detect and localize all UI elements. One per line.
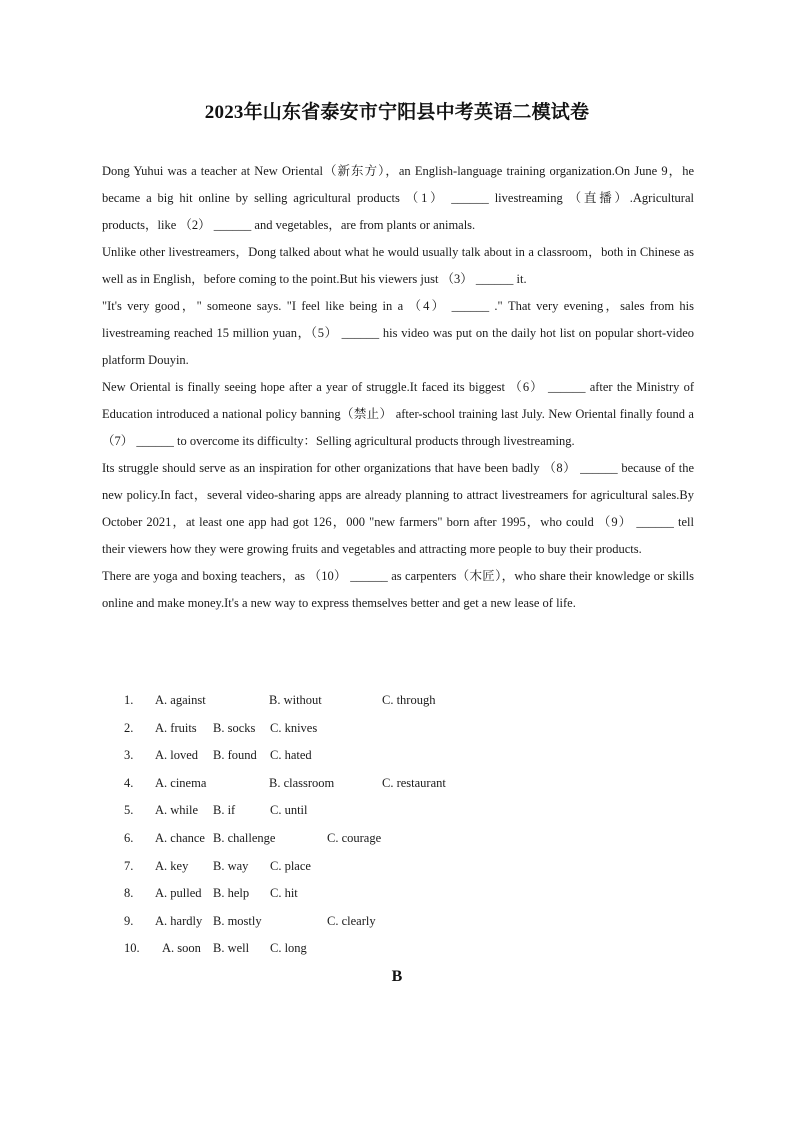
option-b: B. help — [213, 886, 250, 901]
option-b: B. challenge — [213, 830, 276, 845]
option-b: B. without — [269, 693, 322, 707]
section-label: B — [391, 968, 403, 985]
question-row — [124, 825, 684, 853]
option-b: B. if — [213, 803, 236, 818]
passage-paragraph: There are yoga and boxing teachers，as （10） ______ as carpenters（木匠），who share their knowledge or skills online and make money.It's a new way to express themselves better and get a new lease of life. — [102, 569, 694, 610]
option-b: B. well — [213, 941, 250, 956]
question-number: 5. — [124, 803, 134, 818]
question-number: 10. — [124, 941, 140, 956]
option-b: B. mostly — [213, 913, 262, 928]
option-b: B. socks — [213, 720, 256, 735]
option-a: A. pulled — [155, 886, 202, 901]
question-number: 7. — [124, 858, 134, 873]
option-a: A. key — [155, 858, 189, 873]
option-c: C. until — [270, 803, 308, 818]
question-row — [124, 715, 684, 743]
question-row — [124, 797, 684, 825]
passage-paragraph: Its struggle should serve as an inspiration for other organizations that have been badly （8） ______ because of the new policy.In fact，several video-sharing apps are already planning to attract livestreamers for agricultural sales.By October 2021，at least one app had got 126，000 "new farmers" born after 1995，who could （9） ______ tell their viewers how they were growing fruits and vegetables and attracting more people to buy their products. — [102, 461, 694, 556]
option-a: A. cinema — [155, 775, 207, 790]
question-options-list — [124, 687, 684, 963]
question-number: 9. — [124, 913, 134, 928]
option-b: B. classroom — [269, 775, 335, 790]
question-row — [124, 935, 684, 963]
question-row — [124, 742, 684, 770]
passage-paragraph: "It's very good，" someone says. "I feel like being in a （4） ______ ." That very evening，sales from his livestreaming reached 15 million yuan，（5） ______ his video was put on the daily hot list on popular short-video platform Douyin. — [102, 299, 694, 367]
option-c: C. long — [270, 941, 307, 956]
option-c: C. courage — [327, 830, 382, 845]
question-number: 3. — [124, 748, 134, 763]
option-a: A. loved — [155, 748, 199, 763]
option-b: B. found — [213, 748, 257, 763]
option-a: A. hardly — [155, 913, 203, 928]
reading-passage — [102, 158, 694, 617]
option-c: C. through — [382, 693, 436, 707]
option-a: A. fruits — [155, 720, 197, 735]
question-row — [124, 687, 684, 715]
question-number: 4. — [124, 775, 134, 790]
question-row — [124, 853, 684, 881]
question-row — [124, 908, 684, 936]
option-a: A. while — [155, 803, 199, 818]
passage-paragraph: Dong Yuhui was a teacher at New Oriental（新东方），an English-language training organization.On June 9，he became a big hit online by selling agricultural products （1） ______ livestreaming （直播）.Agricultural products，like （2） ______ and vegetables，are from plants or animals. — [102, 164, 694, 232]
question-row — [124, 770, 684, 798]
option-b: B. way — [213, 858, 249, 873]
question-row — [124, 880, 684, 908]
page-title: 2023年山东省泰安市宁阳县中考英语二模试卷 — [204, 102, 590, 123]
option-a: A. soon — [162, 941, 201, 956]
option-c: C. restaurant — [382, 775, 446, 790]
question-number: 8. — [124, 886, 134, 901]
option-c: C. place — [270, 858, 311, 873]
option-a: A. against — [155, 693, 206, 707]
passage-paragraph: New Oriental is finally seeing hope after a year of struggle.It faced its biggest （6） ______ after the Ministry of Education introduced a national policy banning（禁止） after-school training last July. New Oriental finally found a （7） ______ to overcome its difficulty：Selling agricultural products through livestreaming. — [102, 380, 694, 448]
option-a: A. chance — [155, 830, 205, 845]
question-number: 6. — [124, 830, 134, 845]
option-c: C. knives — [270, 720, 318, 735]
passage-paragraph: Unlike other livestreamers，Dong talked about what he would usually talk about in a classroom，both in Chinese as well as in English，before coming to the point.But his viewers just （3） ______ it. — [102, 245, 694, 286]
option-c: C. hated — [270, 748, 312, 763]
option-c: C. hit — [270, 886, 298, 901]
question-number: 1. — [124, 693, 134, 707]
option-c: C. clearly — [327, 913, 376, 928]
question-number: 2. — [124, 720, 134, 735]
